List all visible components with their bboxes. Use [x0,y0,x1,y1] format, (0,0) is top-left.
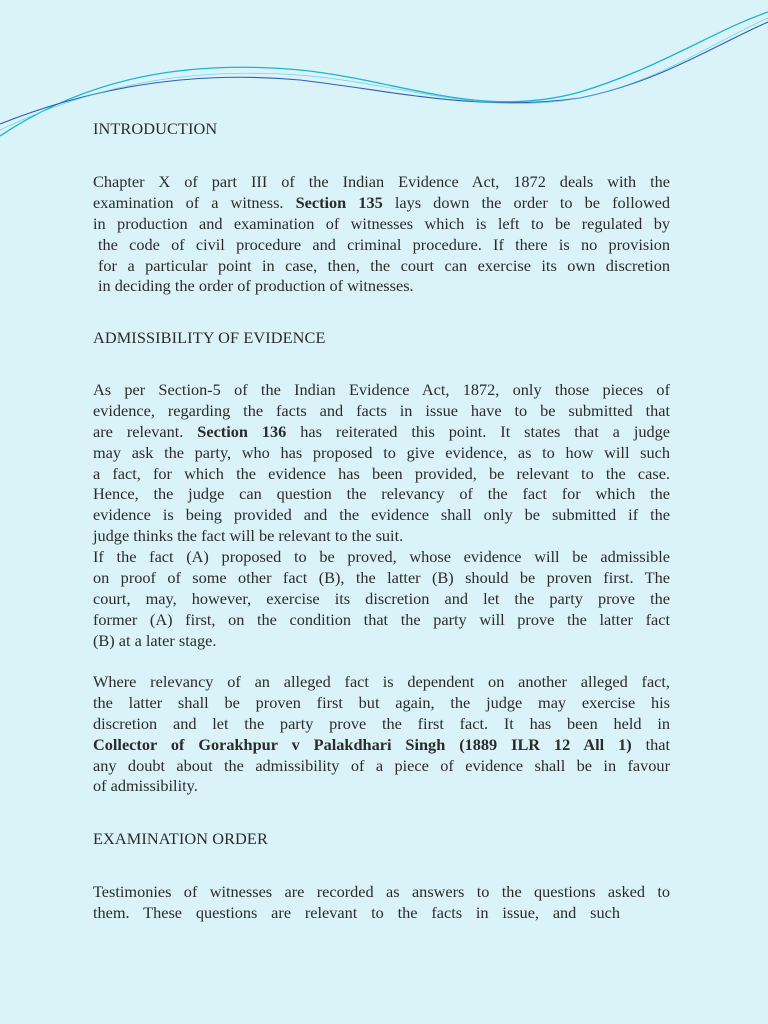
text-line: may ask the party, who has proposed to give evidence, as to how will such [93,442,670,462]
text-line: Where relevancy of an alleged fact is dependent on another alleged fact, [93,672,670,691]
paragraph-admissibility [93,380,670,652]
text-line: discretion and let the party prove the first fact. It has been held in [93,713,670,733]
text-line: a fact, for which the evidence has been provided, be relevant to the case. [93,463,670,483]
text-line: them. These questions are relevant to the facts in issue, and such [93,902,620,922]
text-line: Testimonies of witnesses are recorded as answers to the questions asked to [93,882,670,901]
wave-line-blue [0,22,768,124]
text-line: in deciding the order of production of witnesses. [98,276,414,296]
paragraph-relevancy [93,672,670,797]
text-line: judge thinks the fact will be relevant to the suit. [93,526,404,546]
text-line: are relevant. Section 136 has reiterated this point. It states that a judge [93,421,671,441]
bold-case-citation: Collector of Gorakhpur v Palakdhari Singh (1889 ILR 12 All 1) [93,734,632,754]
text-line: in production and examination of witnesses which is left to be regulated by [93,213,670,233]
wave-line-cyan [0,12,768,136]
text-line: examination of a witness. Section 135 lays down the order to be followed [93,192,670,212]
text-line: evidence, regarding the facts and facts in issue have to be submitted that [93,400,670,420]
text-line: As per Section-5 of the Indian Evidence Act, 1872, only those pieces of [93,380,670,399]
text-line: If the fact (A) proposed to be proved, whose evidence will be admissible [93,547,670,567]
text-line: Collector of Gorakhpur v Palakdhari Singh (1889 ILR 12 All 1) that [93,734,670,754]
heading-examination-order: EXAMINATION ORDER [93,829,268,848]
bold-reference: Section 136 [197,421,287,441]
wave-line-cyan-thin [0,18,768,130]
text-line: Chapter X of part III of the Indian Evidence Act, 1872 deals with the [93,172,670,191]
text-line: any doubt about the admissibility of a piece of evidence shall be in favour [93,755,670,775]
bold-reference: Section 135 [295,192,383,212]
heading-introduction: INTRODUCTION [93,119,218,138]
heading-admissibility: ADMISSIBILITY OF EVIDENCE [93,328,326,347]
text-line: the latter shall be proven first but again, the judge may exercise his [93,692,670,712]
text-line: court, may, however, exercise its discretion and let the party prove the [93,588,670,608]
paragraph-examination [93,882,670,924]
text-line: for a particular point in case, then, the court can exercise its own discretion [98,255,670,275]
text-line: on proof of some other fact (B), the latter (B) should be proven first. The [93,568,670,588]
text-line: of admissibility. [93,776,198,796]
text-line: (B) at a later stage. [93,630,217,650]
text-line: Hence, the judge can question the relevancy of the fact for which the [93,484,670,504]
paragraph-introduction [93,172,670,297]
text-line: the code of civil procedure and criminal procedure. If there is no provision [98,234,670,254]
text-line: evidence is being provided and the evidence shall only be submitted if the [93,505,670,525]
text-line: former (A) first, on the condition that the party will prove the latter fact [93,609,670,629]
